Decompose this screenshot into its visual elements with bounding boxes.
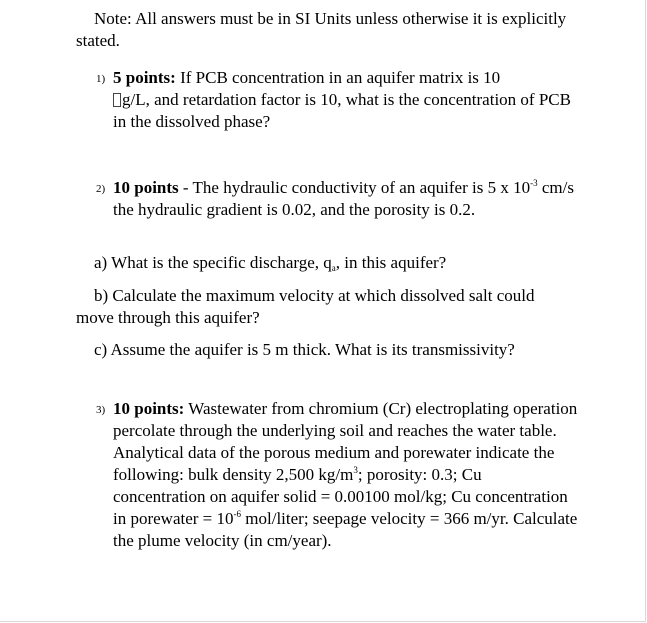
- question-3-text-b: ; porosity: 0.3; Cu concentration on aquifer solid = 0.00100 mol/kg; Cu concentration in porewater =: [113, 465, 568, 528]
- question-3-text-a: Wastewater from chromium (Cr) electroplating operation percolate through the underlying soil and reaches the water table. Analytical data of the porous medium and porewater indicate the following: bulk density 2,500 kg/m: [113, 399, 578, 484]
- question-3-points: 10 points:: [113, 399, 185, 418]
- question-3-number: 3): [96, 404, 106, 416]
- question-1: [96, 67, 578, 133]
- note-paragraph: Note: All answers must be in SI Units unless otherwise it is explicitly stated.: [76, 9, 567, 50]
- question-3-text-c: mol/liter; seepage velocity = 366 m/yr. Calculate the plume velocity (in cm/year).: [113, 509, 578, 550]
- question-3-exp-neg6: -6: [233, 509, 242, 519]
- question-3-base: 10: [216, 509, 234, 528]
- question-2-text-a: - The hydraulic conductivity of an aquifer is 5 x: [178, 178, 514, 197]
- question-1-number: 1): [96, 73, 106, 85]
- subscript-a: a: [331, 263, 336, 273]
- question-1-points: 5 points:: [113, 68, 176, 87]
- question-3: [96, 398, 578, 552]
- question-2-text-b: cm/s the hydraulic gradient is 0.02, and the porosity is 0.2.: [113, 178, 574, 219]
- question-2: [96, 177, 578, 221]
- question-2-part-a: a) What is the specific discharge, $q_a$, in this aquifer?: [94, 253, 447, 273]
- question-3-exp-3: 3: [353, 465, 358, 475]
- question-1-text-b: g/L, and retardation factor is 10, what is the concentration of PCB in the dissolved phase?: [113, 90, 571, 131]
- question-2-exponent: -3: [530, 178, 538, 188]
- question-2-base: 10: [513, 178, 531, 197]
- question-1-text-a: If PCB concentration in an aquifer matrix is 10: [175, 68, 501, 87]
- question-2-number: 2): [96, 183, 106, 195]
- question-2-part-b: b) Calculate the maximum velocity at which dissolved salt could move through this aquifer?: [76, 286, 535, 327]
- question-2-points: 10 points: [113, 178, 179, 197]
- question-2-part-c: c) Assume the aquifer is 5 m thick. What is its transmissivity?: [94, 340, 515, 359]
- missing-glyph-icon: [113, 93, 121, 107]
